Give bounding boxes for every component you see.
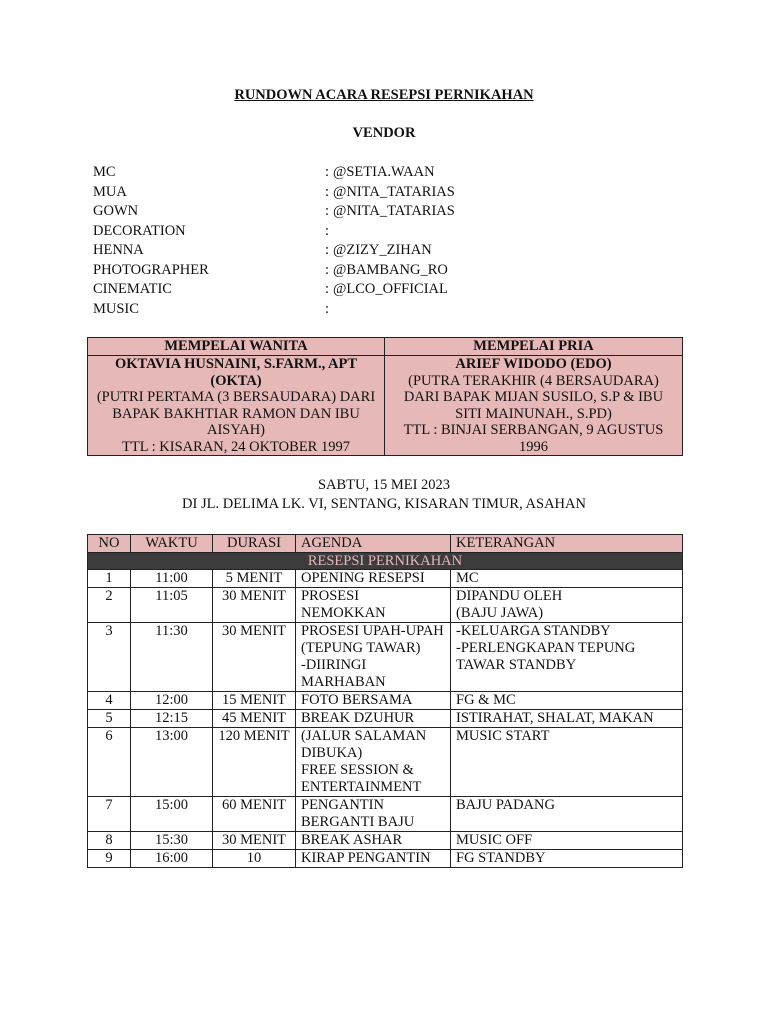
row-waktu: 15:00 bbox=[131, 797, 213, 832]
row-agenda: BREAK DZUHUR bbox=[296, 710, 451, 728]
row-no: 8 bbox=[88, 832, 131, 850]
row-agenda: PROSESI NEMOKKAN bbox=[296, 588, 451, 623]
row-waktu: 11:00 bbox=[131, 570, 213, 588]
row-durasi: 15 MENIT bbox=[213, 692, 296, 710]
row-durasi: 120 MENIT bbox=[213, 728, 296, 797]
vendor-row bbox=[93, 202, 693, 222]
vendor-label: GOWN bbox=[93, 203, 139, 219]
vendor-label: MUA bbox=[93, 183, 127, 200]
vendor-colon: : bbox=[325, 203, 330, 219]
groom-cell bbox=[385, 356, 683, 456]
row-waktu: 15:30 bbox=[131, 832, 213, 850]
table-row bbox=[88, 570, 683, 588]
row-agenda: OPENING RESEPSI bbox=[296, 570, 451, 588]
vendor-row bbox=[93, 163, 693, 183]
bride-header: MEMPELAI WANITA bbox=[88, 338, 385, 356]
couple-table bbox=[87, 337, 683, 456]
row-agenda: PENGANTIN BERGANTI BAJU bbox=[296, 797, 451, 832]
groom-birth: TTL : BINJAI SERBANGAN, 9 AGUSTUS 1996 bbox=[403, 422, 664, 455]
header-durasi: DURASI bbox=[213, 535, 296, 553]
vendor-colon: : bbox=[325, 300, 330, 317]
row-agenda: PROSESI UPAH-UPAH (TEPUNG TAWAR) -DIIRINGI MARHABAN bbox=[296, 623, 451, 692]
header-waktu: WAKTU bbox=[131, 535, 213, 553]
row-waktu: 13:00 bbox=[131, 728, 213, 797]
vendor-value: @NITA_TATARIAS bbox=[333, 203, 455, 219]
vendor-label: MUSIC bbox=[93, 300, 139, 317]
row-durasi: 5 MENIT bbox=[213, 570, 296, 588]
row-durasi: 60 MENIT bbox=[213, 797, 296, 832]
vendor-label: DECORATION bbox=[93, 222, 186, 239]
row-agenda: KIRAP PENGANTIN bbox=[296, 850, 451, 868]
bride-description: (PUTRI PERTAMA (3 BERSAUDARA) DARI BAPAK BAKHTIAR RAMON DAN IBU AISYAH) bbox=[96, 389, 376, 438]
event-date: SABTU, 15 MEI 2023 bbox=[317, 477, 451, 493]
vendor-colon: : bbox=[325, 222, 330, 239]
document-title: RUNDOWN ACARA RESEPSI PERNIKAHAN bbox=[234, 87, 534, 103]
row-no: 5 bbox=[88, 710, 131, 728]
bride-birth: TTL : KISARAN, 24 OKTOBER 1997 bbox=[122, 438, 350, 455]
row-waktu: 11:30 bbox=[131, 623, 213, 692]
vendor-row bbox=[93, 241, 693, 261]
row-waktu: 16:00 bbox=[131, 850, 213, 868]
vendor-value: @LCO_OFFICIAL bbox=[333, 281, 448, 297]
groom-name: ARIEF WIDODO (EDO) bbox=[455, 356, 612, 372]
rundown-header-row bbox=[88, 535, 683, 553]
row-keterangan: DIPANDU OLEH (BAJU JAWA) bbox=[451, 588, 683, 623]
vendor-value: @BAMBANG_RO bbox=[333, 261, 448, 278]
vendor-list bbox=[93, 163, 693, 319]
bride-name: OKTAVIA HUSNAINI, S.FARM., APT (OKTA) bbox=[114, 356, 358, 389]
groom-header: MEMPELAI PRIA bbox=[385, 338, 683, 356]
event-location: DI JL. DELIMA LK. VI, SENTANG, KISARAN TIMUR, ASAHAN bbox=[182, 496, 586, 512]
table-row bbox=[88, 692, 683, 710]
row-keterangan: ISTIRAHAT, SHALAT, MAKAN bbox=[451, 710, 683, 728]
vendor-row bbox=[93, 280, 693, 300]
vendor-colon: : bbox=[325, 281, 330, 297]
vendor-colon: : bbox=[325, 242, 330, 258]
row-durasi: 30 MENIT bbox=[213, 832, 296, 850]
vendor-label: MC bbox=[93, 164, 116, 180]
row-keterangan: -KELUARGA STANDBY -PERLENGKAPAN TEPUNG TAWAR STANDBY bbox=[451, 623, 683, 692]
groom-description: (PUTRA TERAKHIR (4 BERSAUDARA) DARI BAPAK MIJAN SUSILO, S.P & IBU SITI MAINUNAH., S.PD) bbox=[403, 372, 664, 422]
row-waktu: 12:00 bbox=[131, 692, 213, 710]
vendor-row bbox=[93, 300, 693, 320]
row-no: 1 bbox=[88, 570, 131, 588]
vendor-value: @NITA_TATARIAS bbox=[333, 183, 455, 200]
table-row bbox=[88, 623, 683, 692]
rundown-table bbox=[87, 534, 683, 868]
row-durasi: 30 MENIT bbox=[213, 623, 296, 692]
row-agenda: FOTO BERSAMA bbox=[296, 692, 451, 710]
vendor-heading: VENDOR bbox=[352, 125, 416, 141]
row-keterangan: MUSIC START bbox=[451, 728, 683, 797]
row-keterangan: FG & MC bbox=[451, 692, 683, 710]
vendor-label: CINEMATIC bbox=[93, 281, 172, 297]
row-keterangan: BAJU PADANG bbox=[451, 797, 683, 832]
table-row bbox=[88, 832, 683, 850]
vendor-value: @ZIZY_ZIHAN bbox=[333, 242, 432, 258]
row-keterangan: MUSIC OFF bbox=[451, 832, 683, 850]
section-row bbox=[88, 553, 683, 570]
row-waktu: 11:05 bbox=[131, 588, 213, 623]
vendor-colon: : bbox=[325, 164, 330, 180]
header-agenda: AGENDA bbox=[296, 535, 451, 553]
row-no: 4 bbox=[88, 692, 131, 710]
vendor-label: HENNA bbox=[93, 242, 144, 258]
row-no: 7 bbox=[88, 797, 131, 832]
vendor-row bbox=[93, 261, 693, 281]
vendor-colon: : bbox=[325, 183, 330, 200]
row-waktu: 12:15 bbox=[131, 710, 213, 728]
table-row bbox=[88, 588, 683, 623]
section-label: RESEPSI PERNIKAHAN bbox=[88, 553, 683, 570]
table-row bbox=[88, 710, 683, 728]
bride-cell bbox=[88, 356, 385, 456]
vendor-label: PHOTOGRAPHER bbox=[93, 261, 209, 278]
table-row bbox=[88, 797, 683, 832]
row-no: 3 bbox=[88, 623, 131, 692]
vendor-value: @SETIA.WAAN bbox=[333, 164, 435, 180]
row-no: 9 bbox=[88, 850, 131, 868]
vendor-row bbox=[93, 183, 693, 203]
vendor-colon: : bbox=[325, 261, 330, 278]
vendor-row bbox=[93, 222, 693, 242]
table-row bbox=[88, 728, 683, 797]
table-row bbox=[88, 850, 683, 868]
row-agenda: BREAK ASHAR bbox=[296, 832, 451, 850]
header-keterangan: KETERANGAN bbox=[451, 535, 683, 553]
row-no: 6 bbox=[88, 728, 131, 797]
row-no: 2 bbox=[88, 588, 131, 623]
header-no: NO bbox=[88, 535, 131, 553]
row-durasi: 30 MENIT bbox=[213, 588, 296, 623]
row-durasi: 45 MENIT bbox=[213, 710, 296, 728]
row-durasi: 10 bbox=[213, 850, 296, 868]
row-keterangan: FG STANDBY bbox=[451, 850, 683, 868]
row-keterangan: MC bbox=[451, 570, 683, 588]
row-agenda: (JALUR SALAMAN DIBUKA) FREE SESSION & ENTERTAINMENT bbox=[296, 728, 451, 797]
